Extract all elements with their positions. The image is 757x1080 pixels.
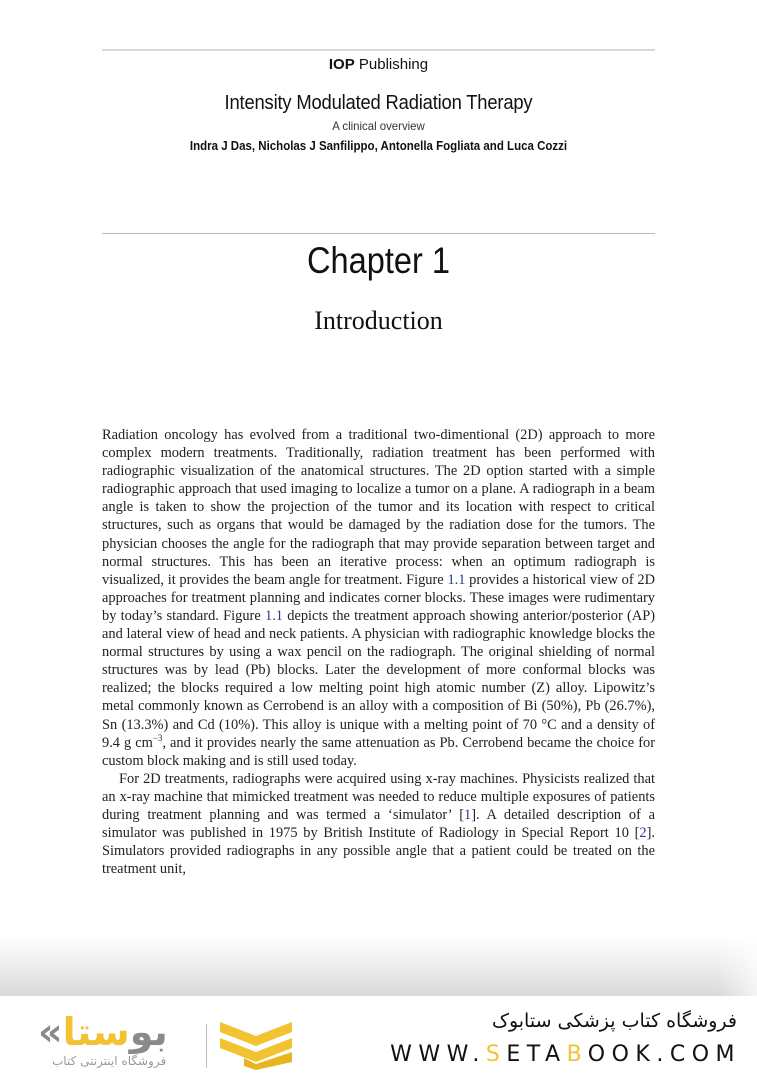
citation-link[interactable]: 1 — [463, 806, 472, 823]
publisher-line — [102, 56, 655, 73]
store-logo — [38, 1010, 298, 1072]
logo-wordmark: «ﺑﻮﺳﺘﺎ — [38, 1010, 168, 1054]
logo-tagline: فروشگاه اینترنتی کتاب — [52, 1054, 167, 1068]
paragraph-1: Radiation oncology has evolved from a traditional two-dimentional (2D) approach to more complex modern treatments. Traditionally, radiation treatment has been performed with radiographic visualization of the anatomical structures. The 2D option started with a simple radiographic approach that used imaging to localize a tumor on a plane. A radiograph in a beam angle is taken to show the projection of the tumor and its location with respect to critical structures, such as organs that would be damaged by the radiation dose for the tumors. The physician chooses the angle for the radiograph that may provide separation between target and normal structures. This has been an iterative process: when an optimum radiograph is visualized, it provides the beam angle for treatment. Figure 1.1 provides a historical view of 2D approaches for treatment planning and indicates corner blocks. These images were rudimentary by today’s standard. Figure 1.1 depicts the treatment approach showing anterior/posterior (AP) and lateral view of head and neck patients. A physician with radiographic knowledge blocks the normal structures by using a wax pencil on the radiograph. The original shielding of normal structures was by lead (Pb) blocks. Later the development of more conformal blocks was realized; the blocks required a low melting point high atomic number (Z) alloy. Lipowitz’s metal commonly known as Cerrobend is an alloy with a composition of Bi (50%), Pb (26.7%), Sn (13.3%) and Cd (10%). This alloy is unique with a melting point of 70 °C and a density of 9.4 g $cm^{-3}$, and it provides nearly the same attenuation as Pb. Cerrobend became the choice for custom block making and is still used today. — [102, 427, 656, 769]
watermark-banner — [0, 996, 757, 1080]
citation-link[interactable]: 2 — [639, 825, 647, 842]
paragraph-2: For 2D treatments, radiographs were acquired using x-ray machines. Physicists realized that an x-ray machine that mimicked treatment was needed to reduce multiple exposures of patients during treatment planning and was termed a ‘simulator’ [1]. A detailed description of a simulator was published in 1975 by British Institute of Radiology in Special Report 10 [2]. Simulators provided radiographs in any possible angle that a patient could be treated on the treatment unit, — [102, 770, 656, 878]
figure-link[interactable]: 1.1 — [265, 607, 283, 624]
figure-link[interactable]: 1.1 — [447, 571, 466, 588]
book-subtitle: A clinical overview — [332, 119, 425, 133]
chevron-stack-icon — [216, 1018, 296, 1070]
book-authors: Indra J Das, Nicholas J Sanfilippo, Antonella Fogliata and Luca Cozzi — [189, 139, 568, 153]
bottom-fade-overlay — [0, 935, 757, 996]
store-name-persian: فروشگاه کتاب پزشکی ستابوک — [491, 1010, 737, 1032]
chapter-number: Chapter 1 — [307, 240, 450, 281]
publisher-rest: Publishing — [354, 56, 429, 73]
logo-divider — [206, 1024, 207, 1068]
body-text — [102, 426, 655, 878]
book-title: Intensity Modulated Radiation Therapy — [224, 92, 533, 114]
store-url[interactable]: WWW.SETABOOK.COM — [390, 1042, 741, 1067]
chapter-rule — [102, 233, 655, 234]
chapter-title: Introduction — [314, 306, 443, 335]
header-top-rule — [102, 49, 655, 51]
superscript: −3 — [152, 732, 163, 743]
publisher-bold: IOP — [328, 56, 355, 73]
